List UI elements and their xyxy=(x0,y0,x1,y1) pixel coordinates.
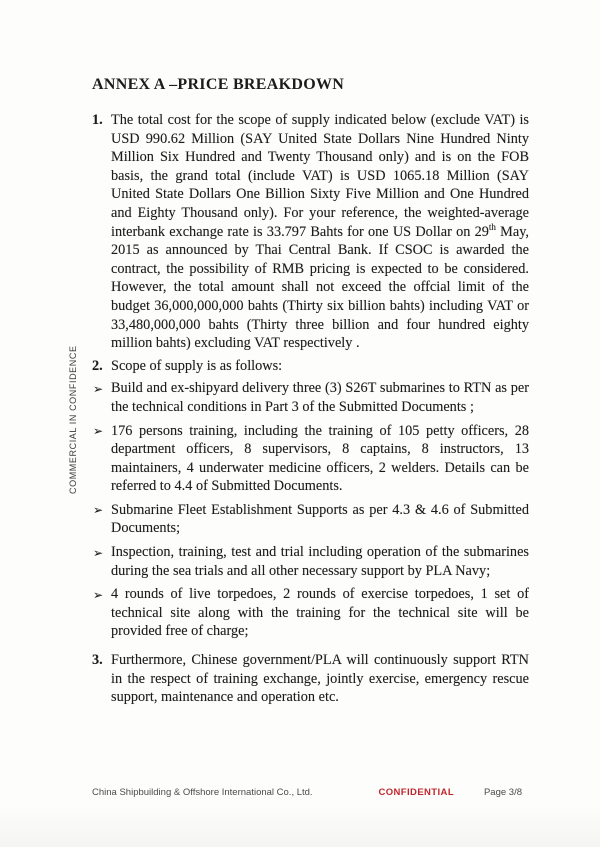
page-title: ANNEX A –PRICE BREAKDOWN xyxy=(92,76,345,93)
bullet-list xyxy=(92,379,529,641)
ordinal-superscript: th xyxy=(488,221,496,232)
bullet-text: 4 rounds of live torpedoes, 2 rounds of exercise torpedoes, 1 set of technical site along with the training for the technical site will be provided free of charge; xyxy=(111,586,529,640)
arrowhead-bullet-icon: ➢ xyxy=(93,381,104,396)
arrowhead-bullet-icon: ➢ xyxy=(93,503,104,518)
item-2-text: Scope of supply is as follows: xyxy=(111,357,283,374)
vertical-watermark: COMMERCIAL IN CONFIDENCE xyxy=(68,345,78,494)
item-3-text: Furthermore, Chinese government/PLA will continuously support RTN in the respect of training exchange, jointly exercise, emergency rescue support, maintenance and operation etc. xyxy=(111,652,529,706)
bullet-item xyxy=(92,501,529,538)
numbered-item-1 xyxy=(92,111,529,353)
numbered-item-2 xyxy=(92,357,529,376)
bullet-text: 176 persons training, including the training of 105 petty officers, 28 department officers, 8 supervisors, 8 captains, 8 instructors, 13 maintainers, 4 underwater medicine officers, 2 welders. Details can be referred to 4.4 of Submitted Documents. xyxy=(111,422,529,495)
numbered-item-3 xyxy=(92,651,529,707)
bullet-item xyxy=(92,585,529,641)
page-number: Page 3/8 xyxy=(483,787,522,798)
arrowhead-bullet-icon: ➢ xyxy=(93,587,104,602)
bullet-text: Build and ex-shipyard delivery three (3) S26T submarines to RTN as per the technical conditions in Part 3 of the Submitted Documents ; xyxy=(111,380,529,415)
bullet-item xyxy=(92,379,529,416)
item-1-text-after-sup: May, 2015 as announced by Thai Central Bank. If CSOC is awarded the contract, the possibility of RMB pricing is expected to be considered. However, the total amount shall not exceed the offcial limit of the budget 36,000,000,000 bahts (Thirty six billion bahts) including VAT or 33,480,000,000 bahts (Thirty three billion and four hundred eighty million bahts) excluding VAT respectively . xyxy=(111,223,529,352)
bullet-item xyxy=(92,543,529,580)
company-name: China Shipbuilding & Offshore International Co., Ltd. xyxy=(92,787,313,798)
item-3-number: 3. xyxy=(92,652,103,669)
item-1-number: 1. xyxy=(92,112,103,128)
confidential-stamp: CONFIDENTIAL xyxy=(378,787,455,798)
bullet-text: Inspection, training, test and trial including operation of the submarines during the sea trials and all other necessary support by PLA Navy; xyxy=(111,544,529,579)
bullet-item xyxy=(92,422,529,496)
item-1-text-before-sup: The total cost for the scope of supply indicated below (exclude VAT) is USD 990.62 Million (SAY United State Dollars Nine Hundred Ninty Million Six Hundred and Twenty Thousand only) and is on the FOB basis, the grand total (include VAT) is USD 1065.18 Million (SAY United State Dollars One Billion Sixty Five Million and One Hundred and Eighty Thousand only). For your reference, the weighted-average interbank exchange rate is 33.797 Bahts for one US Dollar on 29 xyxy=(111,112,529,240)
arrowhead-bullet-icon: ➢ xyxy=(93,424,104,438)
item-2-number: 2. xyxy=(92,357,103,374)
bullet-text: Submarine Fleet Establishment Supports as per 4.3 & 4.6 of Submitted Documents; xyxy=(111,501,529,537)
arrowhead-bullet-icon: ➢ xyxy=(93,545,104,560)
document-body xyxy=(92,76,529,711)
page-footer xyxy=(92,787,522,798)
